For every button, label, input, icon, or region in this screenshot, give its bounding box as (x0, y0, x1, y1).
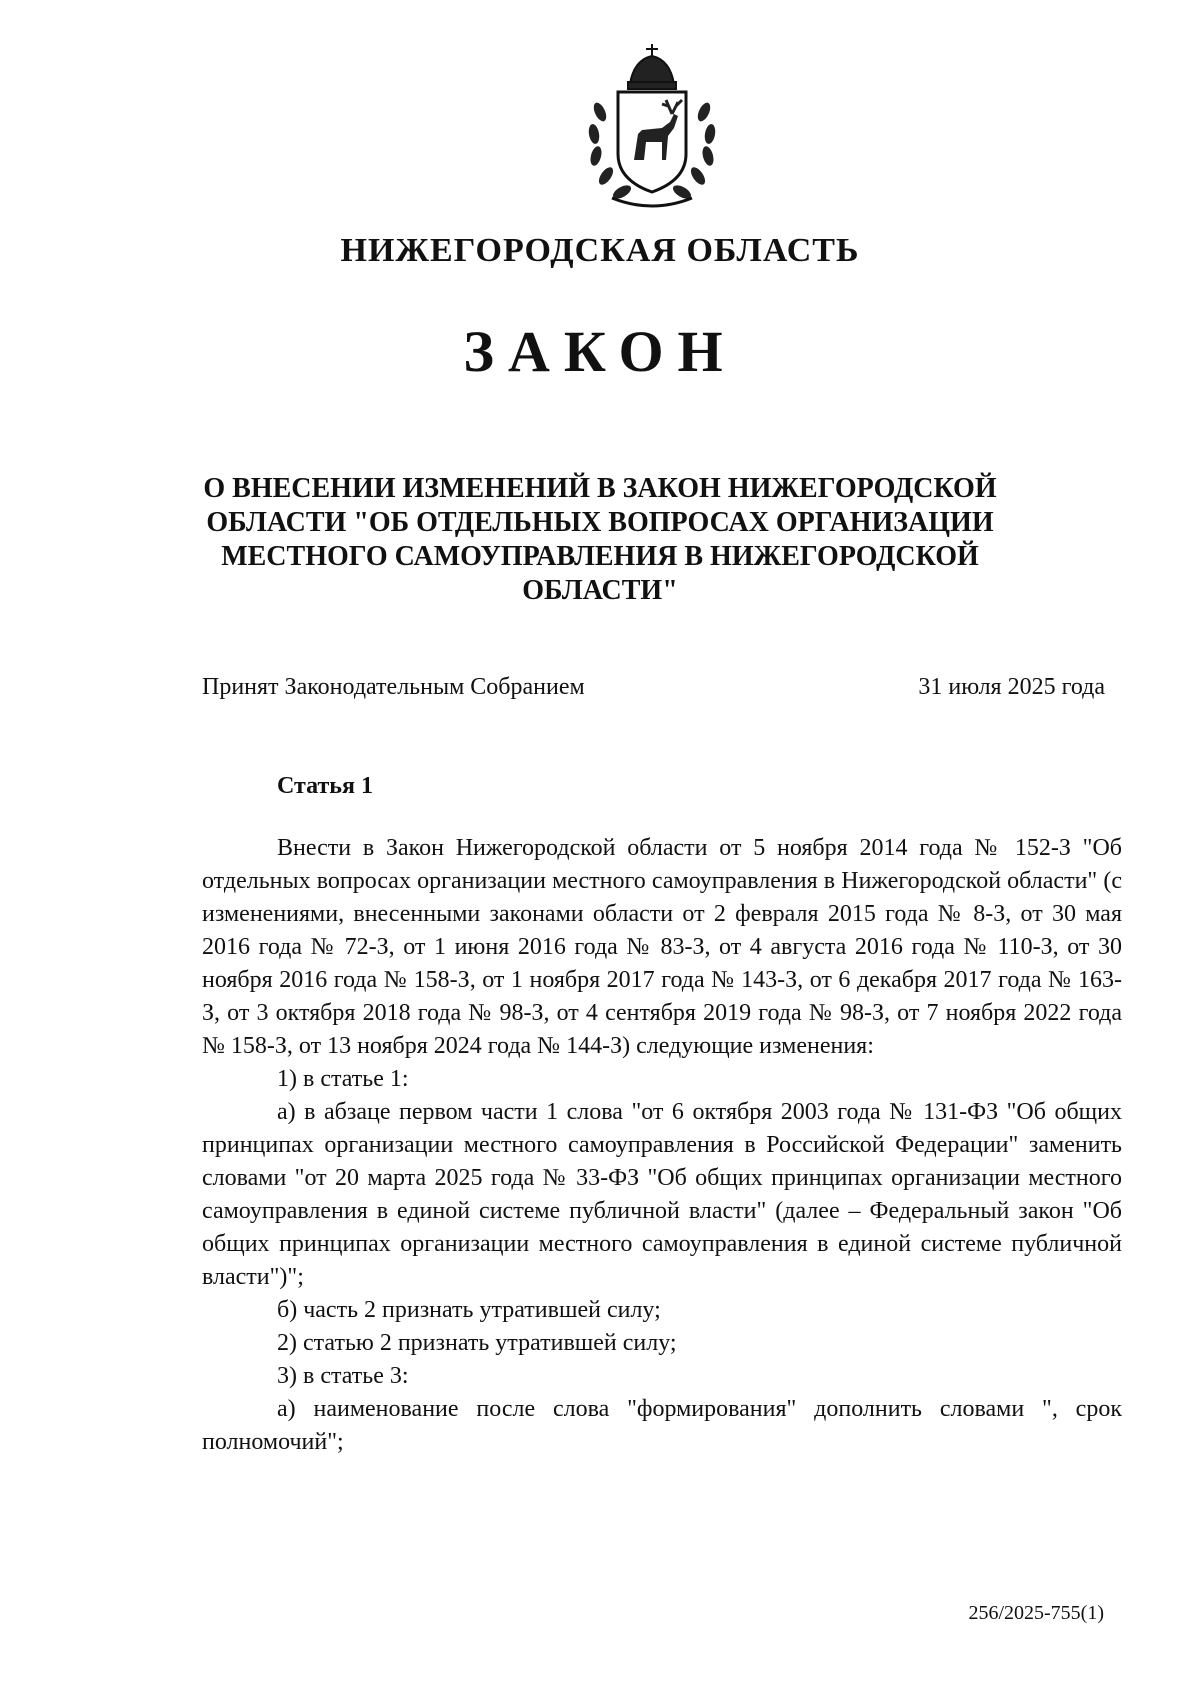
law-title (200, 472, 1000, 608)
adoption-date: 31 июля 2025 года (918, 674, 1105, 700)
article-heading: Статья 1 (277, 773, 373, 799)
paragraph: 2) статью 2 признать утратившей силу; (277, 1330, 677, 1356)
paragraph: а) в абзаце первом части 1 слова "от 6 октября 2003 года № 131-ФЗ "Об общих принципах организации местного самоуправления в Российской Федерации" заменить словами "от 20 марта 2025 года № 33-ФЗ "Об общих принципах организации местного самоуправления в единой системе публичной власти" (далее – Федеральный закон "Об общих принципах организации местного самоуправления в единой системе публичной власти")"; (202, 1099, 1122, 1290)
paragraph: б) часть 2 признать утратившей силу; (277, 1297, 661, 1323)
paragraph: Внести в Закон Нижегородской области от 5 ноября 2014 года № 152-З "Об отдельных вопросах организации местного самоуправления в Нижегородской области" (с изменениями, внесенными законами области от 2 февраля 2015 года № 8-З, от 30 мая 2016 года № 72-З, от 1 июня 2016 года № 83-З, от 4 августа 2016 года № 110-З, от 30 ноября 2016 года № 158-З, от 1 ноября 2017 года № 143-З, от 6 декабря 2017 года № 163-З, от 3 октября 2018 года № 98-З, от 4 сентября 2019 года № 98-З, от 7 ноября 2022 года № 158-З, от 13 ноября 2024 года № 144-З) следующие изменения: (202, 835, 1122, 1059)
adopted-by: Принят Законодательным Собранием (202, 674, 585, 700)
law-title-line: ОБЛАСТИ "ОБ ОТДЕЛЬНЫХ ВОПРОСАХ ОРГАНИЗАЦИИ (206, 507, 994, 538)
law-title-line: МЕСТНОГО САМОУПРАВЛЕНИЯ В НИЖЕГОРОДСКОЙ (221, 541, 979, 572)
paragraph: 3) в статье 3: (277, 1363, 409, 1389)
paragraph: а) наименование после слова "формирования" дополнить словами ", срок полномочий"; (202, 1396, 1122, 1455)
paragraph: 1) в статье 1: (277, 1066, 409, 1092)
law-title-line: ОБЛАСТИ" (522, 575, 678, 606)
document-number: 256/2025-755(1) (968, 1602, 1104, 1624)
coat-of-arms-icon (582, 42, 722, 212)
region-name: НИЖЕГОРОДСКАЯ ОБЛАСТЬ (340, 232, 860, 269)
law-title-line: О ВНЕСЕНИИ ИЗМЕНЕНИЙ В ЗАКОН НИЖЕГОРОДСКОЙ (203, 473, 997, 504)
document-type: ЗАКОН (463, 319, 737, 384)
adoption-line (202, 674, 1105, 701)
article-body (202, 832, 1122, 1459)
